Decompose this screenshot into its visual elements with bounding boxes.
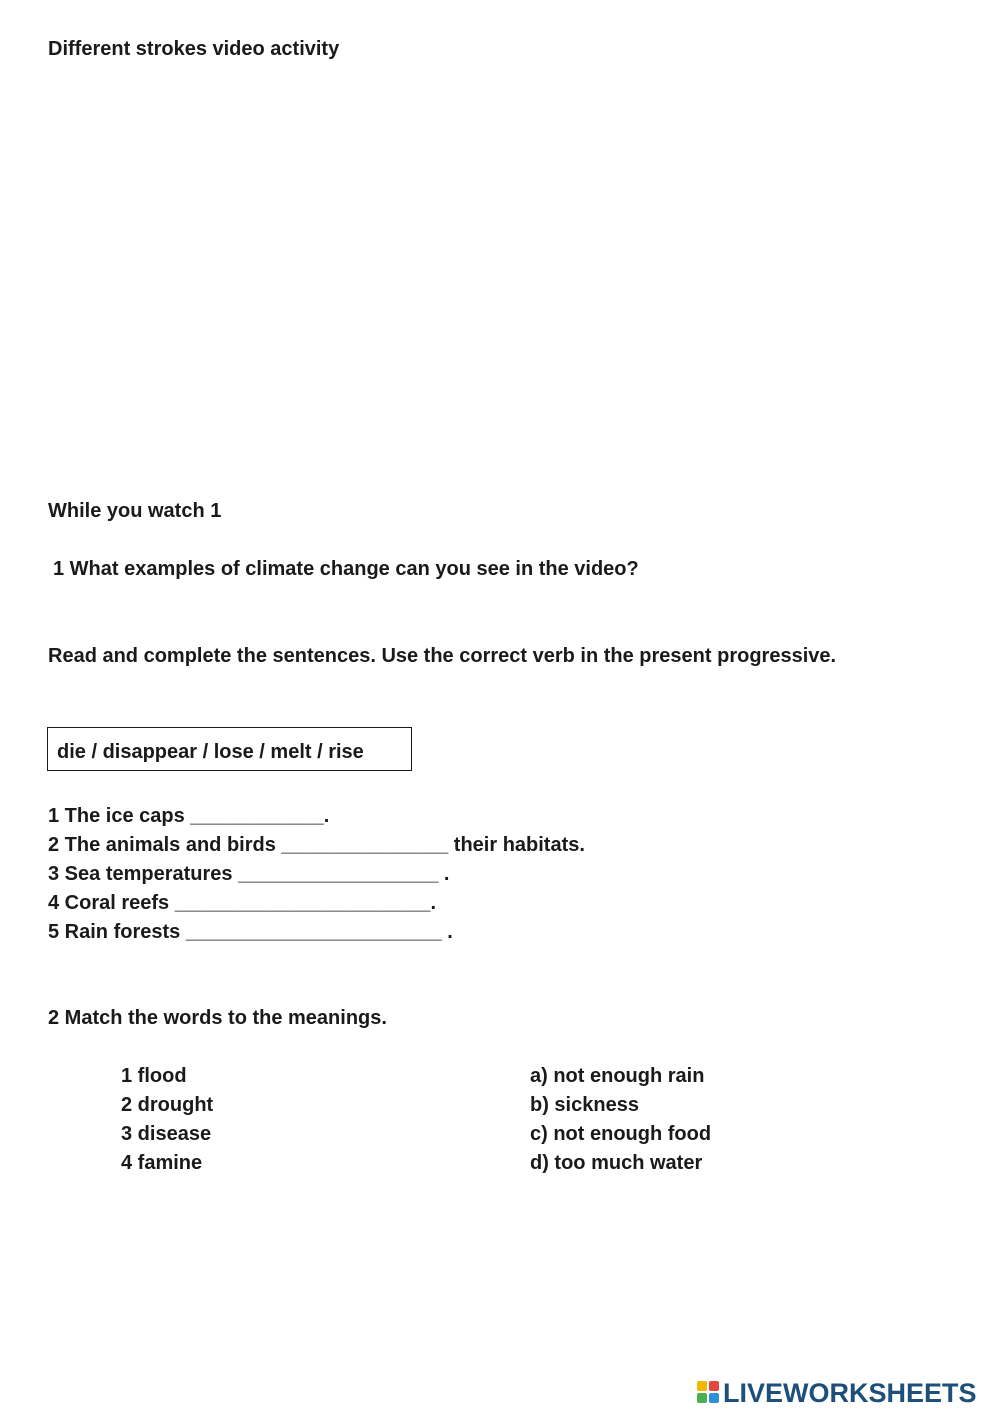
question-1: 1 What examples of climate change can you see in the video? — [53, 558, 639, 580]
logo-square-icon — [709, 1381, 719, 1391]
sentence-5: 5 Rain forests _______________________ . — [48, 921, 453, 943]
match-meaning-c: c) not enough food — [530, 1123, 712, 1145]
match-meaning-d: d) too much water — [530, 1152, 703, 1174]
match-word-4: 4 famine — [121, 1152, 203, 1174]
word-box-text: die / disappear / lose / melt / rise — [57, 741, 364, 763]
match-word-2: 2 drought — [121, 1094, 214, 1116]
logo-square-icon — [697, 1393, 707, 1403]
match-heading: 2 Match the words to the meanings. — [48, 1007, 387, 1029]
sentence-2: 2 The animals and birds _______________ their habitats. — [48, 834, 585, 856]
section-heading-while-you-watch: While you watch 1 — [48, 500, 222, 522]
word-box — [47, 727, 412, 771]
logo-mark-icon — [697, 1381, 721, 1405]
liveworksheets-logo — [697, 1378, 977, 1408]
sentence-3: 3 Sea temperatures __________________ . — [48, 863, 450, 885]
match-meaning-a: a) not enough rain — [530, 1065, 705, 1087]
match-word-1: 1 flood — [121, 1065, 187, 1087]
match-word-3: 3 disease — [121, 1123, 212, 1145]
logo-square-icon — [697, 1381, 707, 1391]
match-meaning-b: b) sickness — [530, 1094, 639, 1116]
sentence-1: 1 The ice caps ____________. — [48, 805, 330, 827]
sentence-4: 4 Coral reefs _______________________. — [48, 892, 437, 914]
page-title: Different strokes video activity — [48, 38, 340, 60]
logo-square-icon — [709, 1393, 719, 1403]
logo-text: LIVEWORKSHEETS — [723, 1377, 977, 1408]
instructions-text: Read and complete the sentences. Use the correct verb in the present progressive. — [48, 645, 837, 667]
